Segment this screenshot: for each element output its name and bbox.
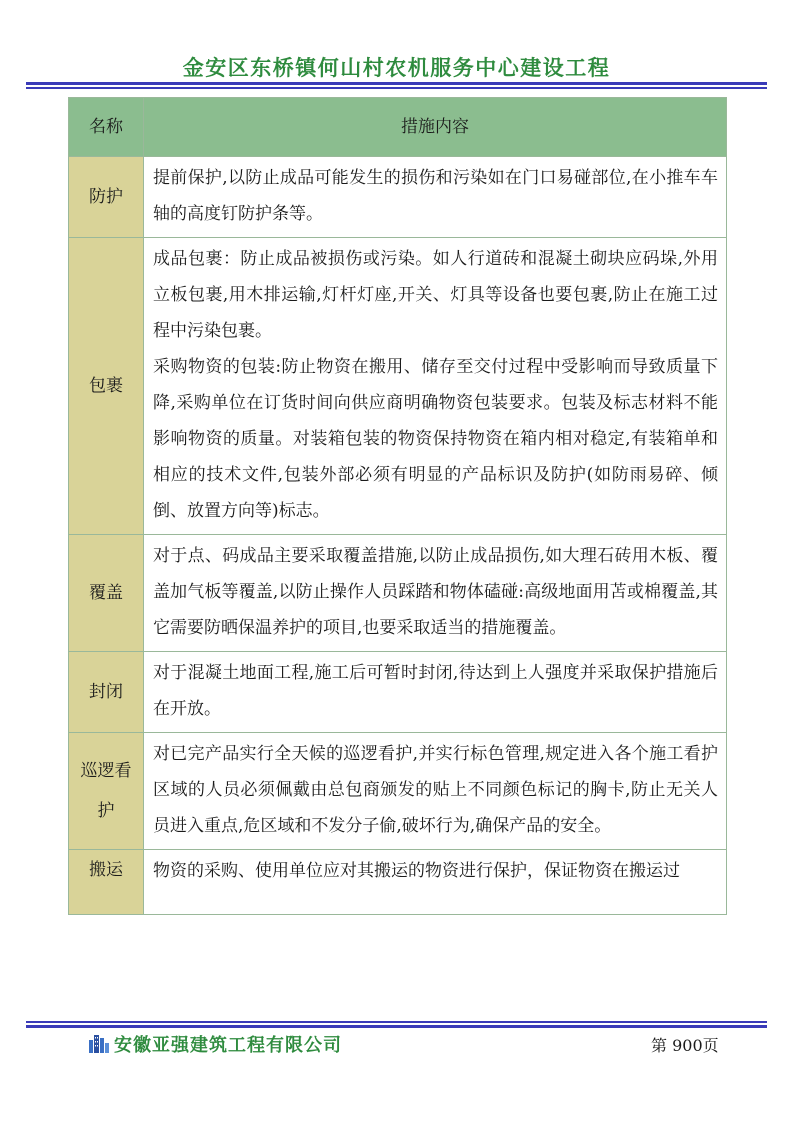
- table-row: [69, 535, 727, 652]
- row-content: [144, 157, 727, 238]
- header-divider: [26, 82, 767, 85]
- protection-measures-table: [68, 97, 727, 915]
- row-name: 包裹: [69, 238, 144, 535]
- content-paragraph: 物资的采购、使用单位应对其搬运的物资进行保护，保证物资在搬运过: [153, 861, 680, 881]
- content-paragraph: 成品包裹：防止成品被损伤或污染。如人行道砖和混凝土砌块应码垛,外用立板包裹,用木排运输,灯杆灯座,开关、灯具等设备也要包裹,防止在施工过程中污染包裹。: [153, 249, 718, 341]
- row-name: 防护: [69, 157, 144, 238]
- page-header-title: 金安区东桥镇何山村农机服务中心建设工程: [182, 56, 611, 80]
- row-name: 巡逻看护: [69, 733, 144, 850]
- building-logo-icon: [88, 1032, 110, 1054]
- content-paragraph: 对于混凝土地面工程,施工后可暂时封闭,待达到上人强度并采取保护措施后在开放。: [153, 663, 718, 719]
- table-row: [69, 733, 727, 850]
- row-content: [144, 652, 727, 733]
- row-name: 封闭: [69, 652, 144, 733]
- table-row: [69, 652, 727, 733]
- header-divider-thin: [26, 87, 767, 89]
- footer-company-name: 安徽亚强建筑工程有限公司: [114, 1035, 342, 1056]
- column-header-name: 名称: [69, 98, 144, 157]
- row-name: 覆盖: [69, 535, 144, 652]
- row-content: [144, 238, 727, 535]
- column-header-content: 措施内容: [144, 98, 727, 157]
- content-paragraph: 采购物资的包装:防止物资在搬用、储存至交付过程中受影响而导致质量下降,采购单位在订货时间向供应商明确物资包装要求。包装及标志材料不能影响物资的质量。对装箱包装的物资保持物资在箱内相对稳定,有装箱单和相应的技术文件,包装外部必须有明显的产品标识及防护(如防雨易碎、倾倒、放置方向等)标志。: [153, 357, 718, 521]
- footer-divider-thin: [26, 1021, 767, 1023]
- page-number: 第 900页: [651, 1036, 719, 1055]
- row-name: 搬运: [69, 850, 144, 915]
- table-row: [69, 157, 727, 238]
- row-content: [144, 535, 727, 652]
- footer-divider: [26, 1025, 767, 1028]
- table-header-row: [69, 98, 727, 157]
- content-paragraph: 提前保护,以防止成品可能发生的损伤和污染如在门口易碰部位,在小推车车轴的高度钉防护条等。: [153, 168, 718, 224]
- content-paragraph: 对于点、码成品主要采取覆盖措施,以防止成品损伤,如大理石砖用木板、覆盖加气板等覆盖,以防止操作人员踩踏和物体磕碰:高级地面用苫或棉覆盖,其它需要防晒保温养护的项目,也要采取适当的措施覆盖。: [153, 546, 718, 638]
- table-row: [69, 850, 727, 915]
- content-paragraph: 对已完产品实行全天候的巡逻看护,并实行标色管理,规定进入各个施工看护区域的人员必须佩戴由总包商颁发的贴上不同颜色标记的胸卡,防止无关人员进入重点,危区域和不发分子偷,破坏行为,确保产品的安全。: [153, 744, 718, 836]
- row-content: [144, 850, 727, 915]
- row-content: [144, 733, 727, 850]
- table-row: [69, 238, 727, 535]
